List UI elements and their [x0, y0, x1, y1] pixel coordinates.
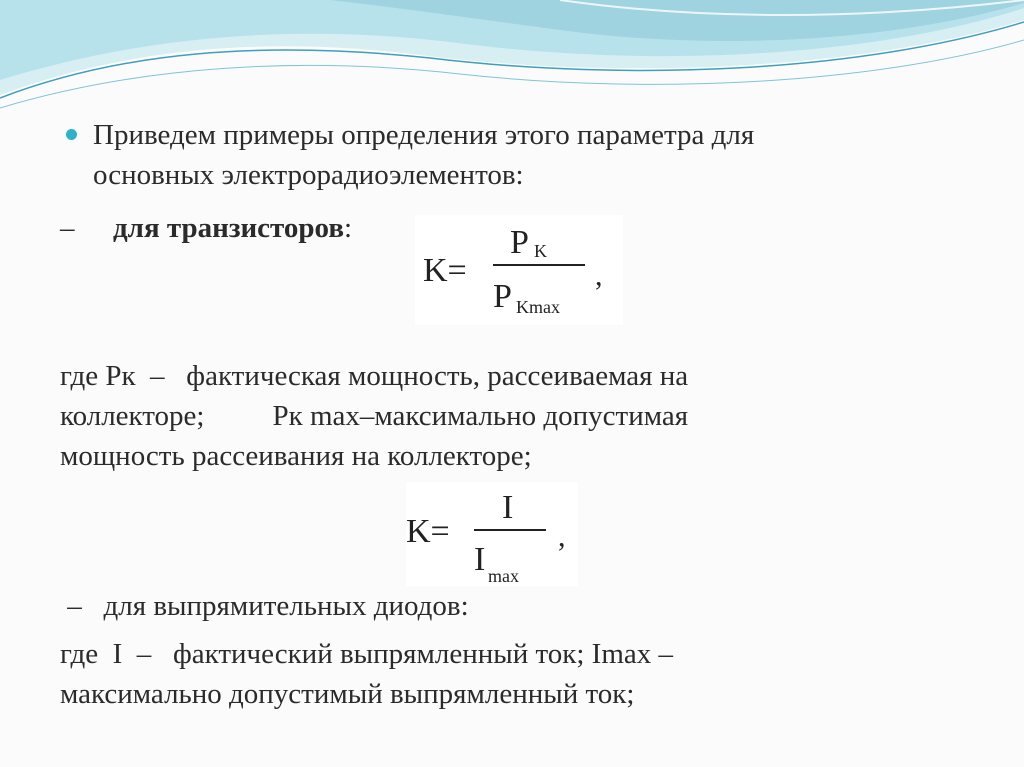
formula1-den-main: P: [493, 278, 512, 315]
transistor-label: для транзисторов: [113, 212, 344, 244]
formula2-trailing-comma: ,: [558, 520, 566, 553]
formula2-lhs: K=: [406, 513, 450, 550]
desc1-line-2: [60, 398, 688, 434]
formula2-num-main: I: [502, 489, 514, 526]
desc1-line-2b: Рк max–максимально допустимая: [272, 400, 689, 432]
transistor-heading: [60, 210, 352, 246]
intro-line-2: основных электрорадиоэлементов:: [93, 159, 524, 191]
diode-heading: – для выпрямительных диодов:: [60, 590, 469, 622]
intro-line-1: Приведем примеры определения этого параметра для: [93, 119, 755, 151]
header-wave-decoration: [0, 0, 1024, 120]
transistor-colon: :: [343, 212, 353, 244]
formula1-trailing-comma: ,: [595, 259, 603, 292]
desc2-line-1: где I – фактический выпрямленный ток; Imax –: [60, 638, 674, 670]
transistor-dash: –: [60, 212, 75, 244]
desc1-line-2a: коллекторе;: [60, 400, 205, 432]
formula2-den-sub: max: [488, 566, 519, 586]
formula-transistor: [415, 215, 623, 325]
formula1-num-main: P: [510, 224, 529, 261]
desc1-line-1: где Рк – фактическая мощность, рассеиваемая на: [60, 360, 689, 392]
formula2-den-main: I: [474, 541, 486, 578]
desc2-line-2: максимально допустимый выпрямленный ток;: [60, 678, 635, 710]
formula-diode: [406, 482, 578, 586]
formula1-lhs: K=: [423, 252, 467, 289]
formula1-den-sub: Kmax: [516, 297, 560, 317]
desc1-line-3: мощность рассеивания на коллекторе;: [60, 440, 532, 472]
bullet-dot: [66, 129, 77, 140]
formula1-num-sub: K: [534, 241, 547, 261]
